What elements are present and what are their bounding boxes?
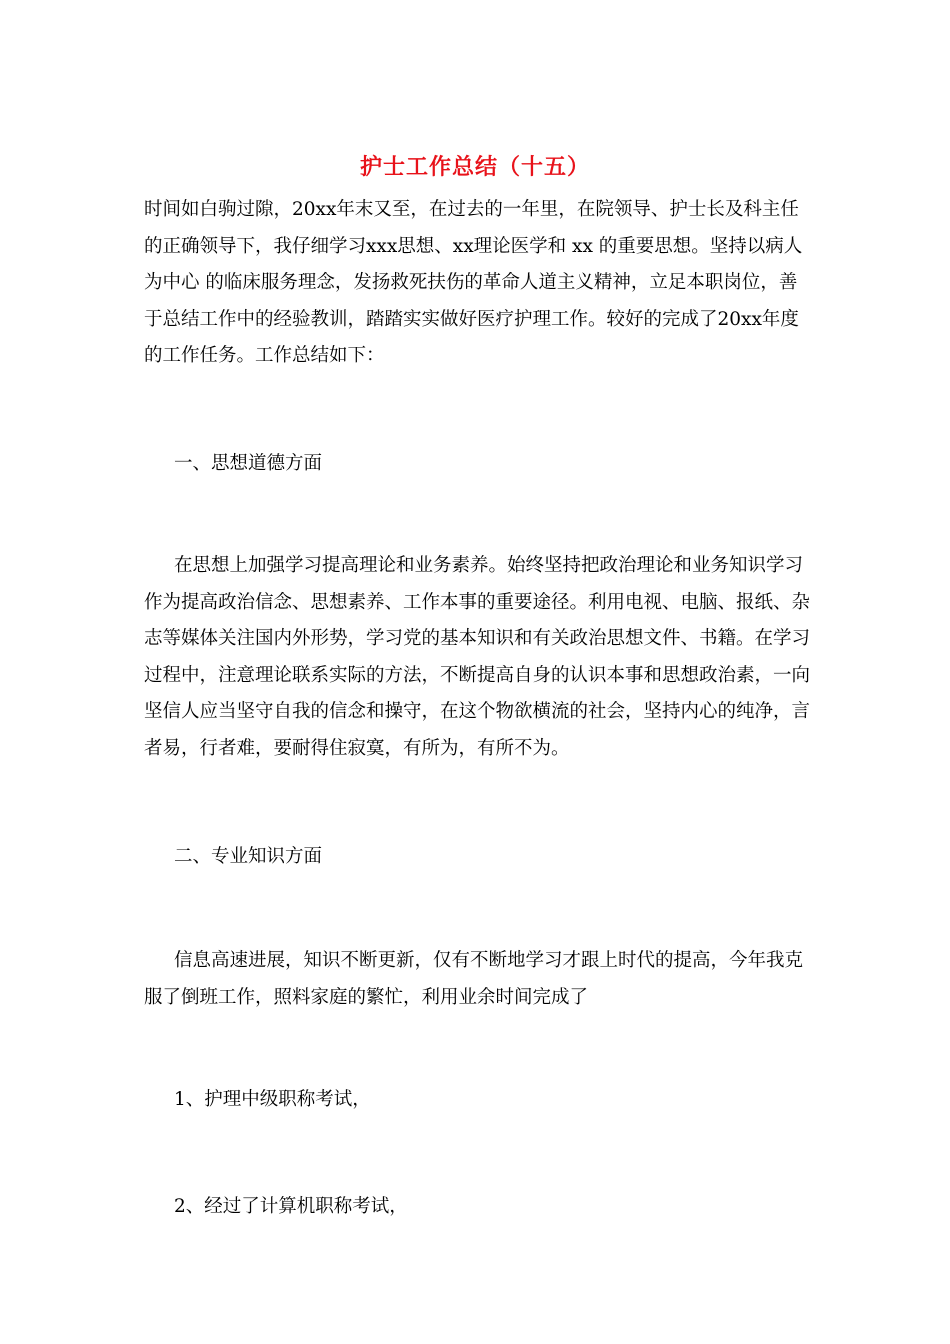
section-heading-moral: 一、思想道德方面: [174, 453, 323, 474]
section-heading-professional: 二、专业知识方面: [174, 846, 323, 867]
list-item-exam-nursing: 1、护理中级职称考试，: [174, 1089, 371, 1110]
section-body-moral: 在思想上加强学习提高理论和业务素养。始终坚持把政治理论和业务知识学习作为提高政治信念、思想素养、工作本事的重要途径。利用电视、电脑、报纸、杂志等媒体关注国内外形势，学习党的基本知识和有关政治思想文件、书籍。在学习过程中，注意理论联系实际的方法，不断提高自身的认识本事和思想政治素，一向坚信人应当坚守自我的信念和操守，在这个物欲横流的社会，坚持内心的纯净，言者易，行者难，要耐得住寂寞，有所为，有所不为。: [144, 555, 811, 759]
intro-paragraph: 时间如白驹过隙，20xx年末又至，在过去的一年里，在院领导、护士长及科主任的正确领导下，我仔细学习xxx思想、xx理论医学和 xx 的重要思想。坚持以病人为中心 的临床服务理念，发扬救死扶伤的革命人道主义精神，立足本职岗位，善于总结工作中的经验教训，踏踏实实做好医疗护理工作。较好的完成了20xx年度的工作任务。工作总结如下：: [144, 199, 803, 366]
list-item-exam-computer: 2、经过了计算机职称考试，: [174, 1196, 408, 1217]
section-body-professional: 信息高速进展，知识不断更新，仅有不断地学习才跟上时代的提高，今年我克服了倒班工作，照料家庭的繁忙，利用业余时间完成了: [144, 950, 804, 1008]
document-title: 护士工作总结（十五）: [359, 155, 590, 180]
